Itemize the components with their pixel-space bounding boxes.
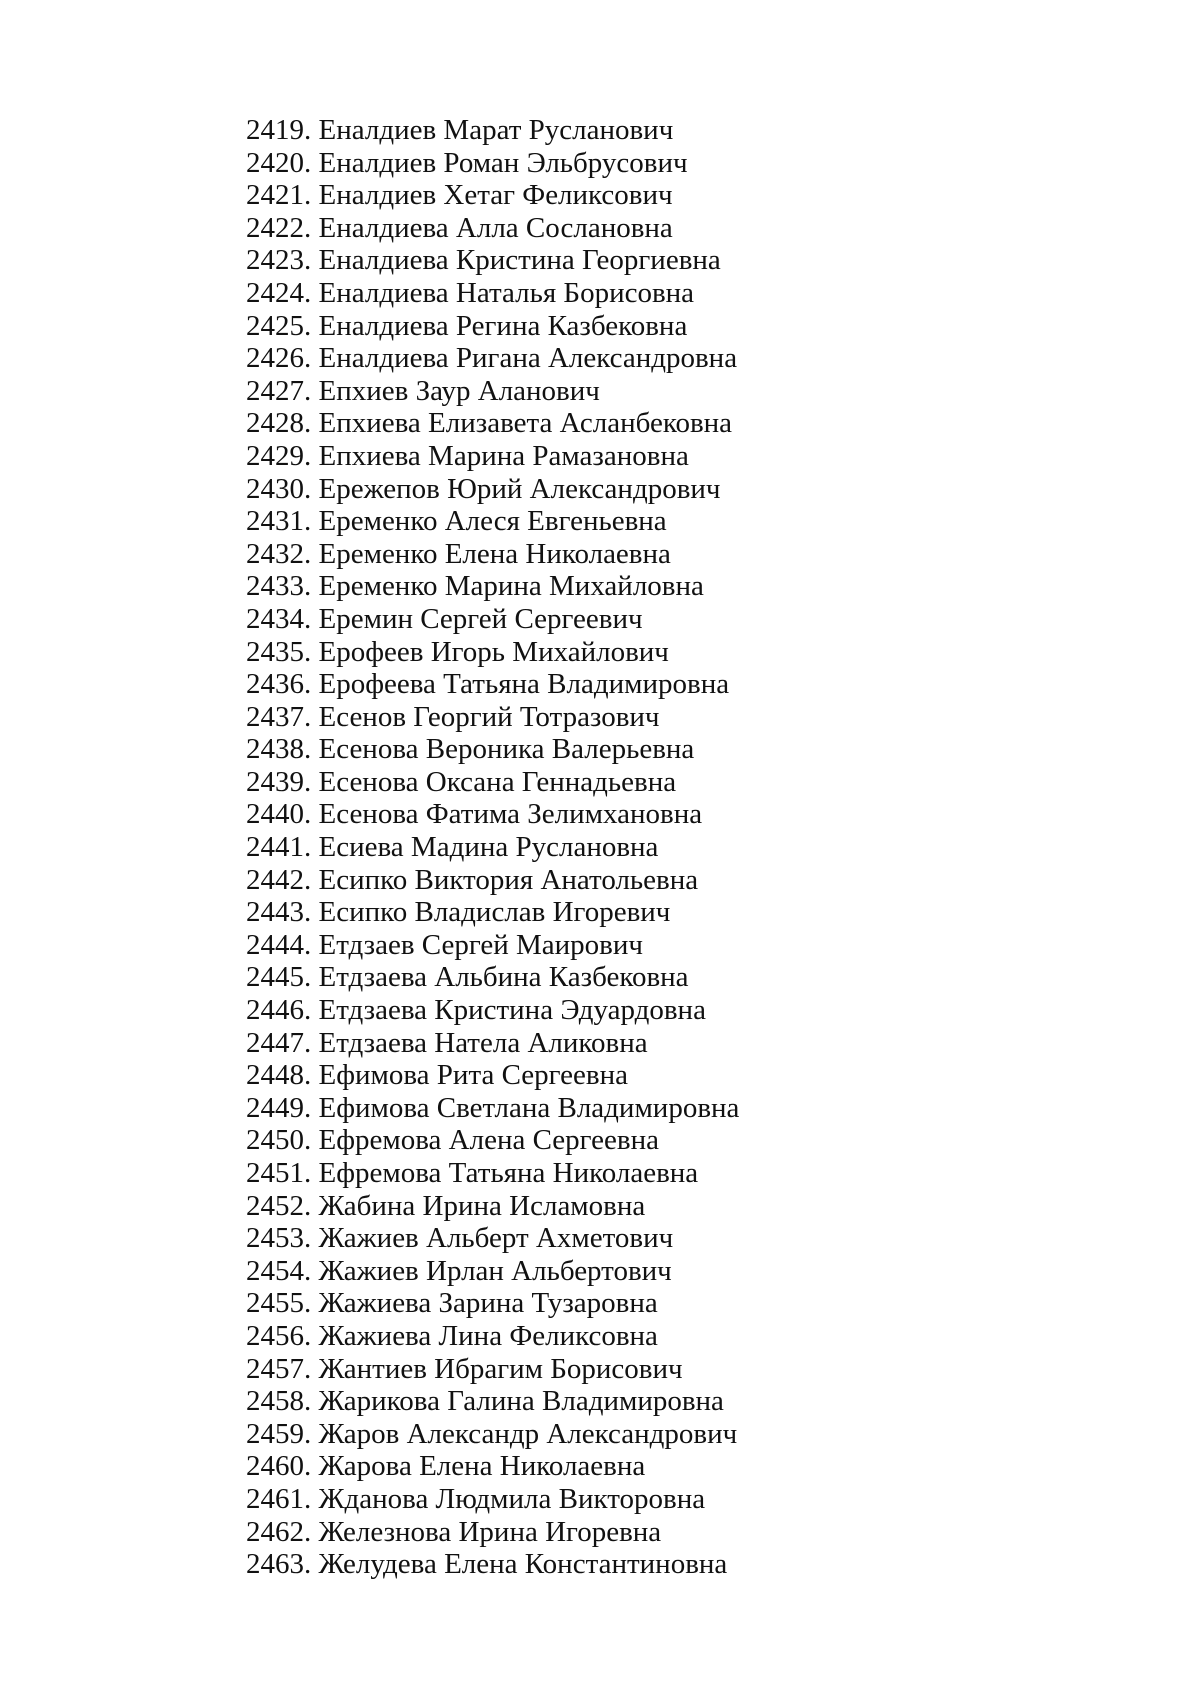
entry-name: Есипко Виктория Анатольевна [318, 863, 699, 896]
list-item [246, 179, 739, 212]
list-item [246, 440, 739, 473]
entry-name: Еналдиева Регина Казбековна [318, 309, 688, 342]
entry-number: 2461. [246, 1482, 312, 1515]
entry-name: Етдзаев Сергей Маирович [318, 928, 643, 961]
entry-name: Ерофеева Татьяна Владимировна [318, 668, 730, 701]
entry-name: Еналдиева Кристина Георгиевна [318, 244, 721, 277]
list-item [246, 798, 739, 831]
list-item [246, 375, 739, 408]
entry-number: 2441. [246, 831, 312, 864]
entry-name: Жабина Ирина Исламовна [318, 1189, 646, 1222]
entry-name: Есенов Георгий Тотразович [318, 700, 660, 733]
list-item [246, 570, 739, 603]
entry-name: Епхиева Марина Рамазановна [318, 439, 689, 472]
list-item [246, 1483, 739, 1516]
entry-name: Еналдиев Хетаг Феликсович [318, 179, 673, 212]
entry-name: Жарова Елена Николаевна [318, 1450, 646, 1483]
list-item [246, 505, 739, 538]
entry-number: 2423. [246, 244, 312, 277]
list-item [246, 342, 739, 375]
entry-name: Еременко Марина Михайловна [318, 570, 704, 603]
entry-number: 2427. [246, 374, 312, 407]
entry-name: Есенова Оксана Геннадьевна [318, 765, 677, 798]
entry-name: Етдзаева Натела Аликовна [318, 1026, 648, 1059]
entry-number: 2454. [246, 1254, 312, 1287]
entry-name: Жантиев Ибрагим Борисович [318, 1352, 683, 1385]
entry-number: 2448. [246, 1059, 312, 1092]
list-item [246, 929, 739, 962]
entry-name: Епхиев Заур Аланович [318, 374, 600, 407]
entry-name: Желудева Елена Константиновна [318, 1548, 728, 1581]
entry-name: Ефимова Светлана Владимировна [318, 1091, 740, 1124]
list-item [246, 1516, 739, 1549]
entry-number: 2450. [246, 1124, 312, 1157]
entry-number: 2451. [246, 1157, 312, 1189]
list-item [246, 1385, 739, 1418]
entry-number: 2433. [246, 570, 312, 603]
list-item [246, 831, 739, 864]
entry-number: 2456. [246, 1319, 312, 1352]
entry-number: 2428. [246, 407, 312, 440]
entry-number: 2424. [246, 276, 312, 309]
list-item [246, 961, 739, 994]
list-item [246, 310, 739, 343]
entry-number: 2422. [246, 211, 312, 244]
entry-name: Етдзаева Кристина Эдуардовна [318, 994, 706, 1027]
list-item [246, 407, 739, 440]
entry-number: 2429. [246, 439, 312, 472]
entry-name: Ефремова Алена Сергеевна [318, 1124, 659, 1157]
entry-number: 2447. [246, 1026, 312, 1059]
list-item [246, 1222, 739, 1255]
entry-number: 2443. [246, 896, 312, 929]
entry-number: 2446. [246, 994, 312, 1027]
list-item [246, 1450, 739, 1483]
list-item [246, 277, 739, 310]
entry-number: 2436. [246, 668, 312, 701]
entry-number: 2430. [246, 472, 312, 505]
list-item [246, 1320, 739, 1353]
list-item [246, 244, 739, 277]
list-item [246, 1124, 739, 1157]
entry-number: 2438. [246, 733, 312, 766]
entry-name: Еналдиева Наталья Борисовна [318, 276, 695, 309]
list-item [246, 766, 739, 799]
entry-name: Епхиева Елизавета Асланбековна [318, 407, 733, 440]
entry-number: 2432. [246, 537, 312, 570]
entry-number: 2421. [246, 179, 312, 212]
entry-number: 2440. [246, 798, 312, 831]
entry-number: 2453. [246, 1222, 312, 1255]
entry-number: 2442. [246, 863, 312, 896]
list-item [246, 1190, 739, 1223]
entry-name: Ерофеев Игорь Михайлович [318, 635, 669, 668]
list-item [246, 538, 739, 571]
entry-number: 2426. [246, 342, 312, 375]
entry-number: 2455. [246, 1287, 312, 1320]
entry-number: 2437. [246, 700, 312, 733]
entry-name: Ефремова Татьяна Николаевна [318, 1157, 699, 1189]
entry-number: 2431. [246, 505, 312, 538]
entry-name: Еналдиева Ригана Александровна [318, 342, 738, 375]
entry-name: Еналдиев Марат Русланович [318, 114, 674, 146]
entry-name: Есенова Фатима Зелимхановна [318, 798, 703, 831]
entry-number: 2458. [246, 1385, 312, 1418]
entry-number: 2445. [246, 961, 312, 994]
entry-name: Жданова Людмила Викторовна [318, 1482, 706, 1515]
entry-number: 2419. [246, 114, 312, 146]
entry-number: 2444. [246, 928, 312, 961]
entry-name: Есенова Вероника Валерьевна [318, 733, 695, 766]
entry-number: 2463. [246, 1548, 312, 1581]
list-item [246, 1157, 739, 1190]
entry-number: 2439. [246, 765, 312, 798]
entry-name: Еналдиев Роман Эльбрусович [318, 146, 688, 179]
name-list [246, 114, 739, 1581]
list-item [246, 636, 739, 669]
list-item [246, 1287, 739, 1320]
list-item [246, 1027, 739, 1060]
entry-number: 2425. [246, 309, 312, 342]
entry-name: Жажиева Зарина Тузаровна [318, 1287, 658, 1320]
entry-number: 2452. [246, 1189, 312, 1222]
entry-number: 2420. [246, 146, 312, 179]
entry-name: Етдзаева Альбина Казбековна [318, 961, 689, 994]
entry-name: Железнова Ирина Игоревна [318, 1515, 662, 1548]
entry-name: Жарикова Галина Владимировна [318, 1385, 724, 1418]
entry-name: Ережепов Юрий Александрович [318, 472, 721, 505]
entry-number: 2434. [246, 602, 312, 635]
list-item [246, 1548, 739, 1581]
entry-name: Жаров Александр Александрович [318, 1417, 738, 1450]
entry-name: Жажиев Ирлан Альбертович [318, 1254, 672, 1287]
entry-name: Еналдиева Алла Сослановна [318, 211, 673, 244]
list-item [246, 1059, 739, 1092]
entry-name: Есиева Мадина Руслановна [318, 831, 659, 864]
entry-name: Есипко Владислав Игоревич [318, 896, 671, 929]
list-item [246, 114, 739, 147]
entry-number: 2457. [246, 1352, 312, 1385]
entry-name: Еремин Сергей Сергеевич [318, 602, 643, 635]
entry-name: Жажиева Лина Феликсовна [318, 1319, 658, 1352]
entry-number: 2462. [246, 1515, 312, 1548]
list-item [246, 864, 739, 897]
entry-number: 2459. [246, 1417, 312, 1450]
list-item [246, 701, 739, 734]
entry-name: Ефимова Рита Сергеевна [318, 1059, 629, 1092]
list-item [246, 212, 739, 245]
list-item [246, 1353, 739, 1386]
list-item [246, 994, 739, 1027]
entry-name: Еременко Елена Николаевна [318, 537, 671, 570]
list-item [246, 473, 739, 506]
entry-number: 2460. [246, 1450, 312, 1483]
entry-name: Еременко Алеся Евгеньевна [318, 505, 667, 538]
entry-number: 2435. [246, 635, 312, 668]
list-item [246, 896, 739, 929]
list-item [246, 668, 739, 701]
list-item [246, 1092, 739, 1125]
list-item [246, 603, 739, 636]
entry-name: Жажиев Альберт Ахметович [318, 1222, 674, 1255]
list-item [246, 1418, 739, 1451]
list-item [246, 147, 739, 180]
list-item [246, 733, 739, 766]
list-item [246, 1255, 739, 1288]
entry-number: 2449. [246, 1091, 312, 1124]
